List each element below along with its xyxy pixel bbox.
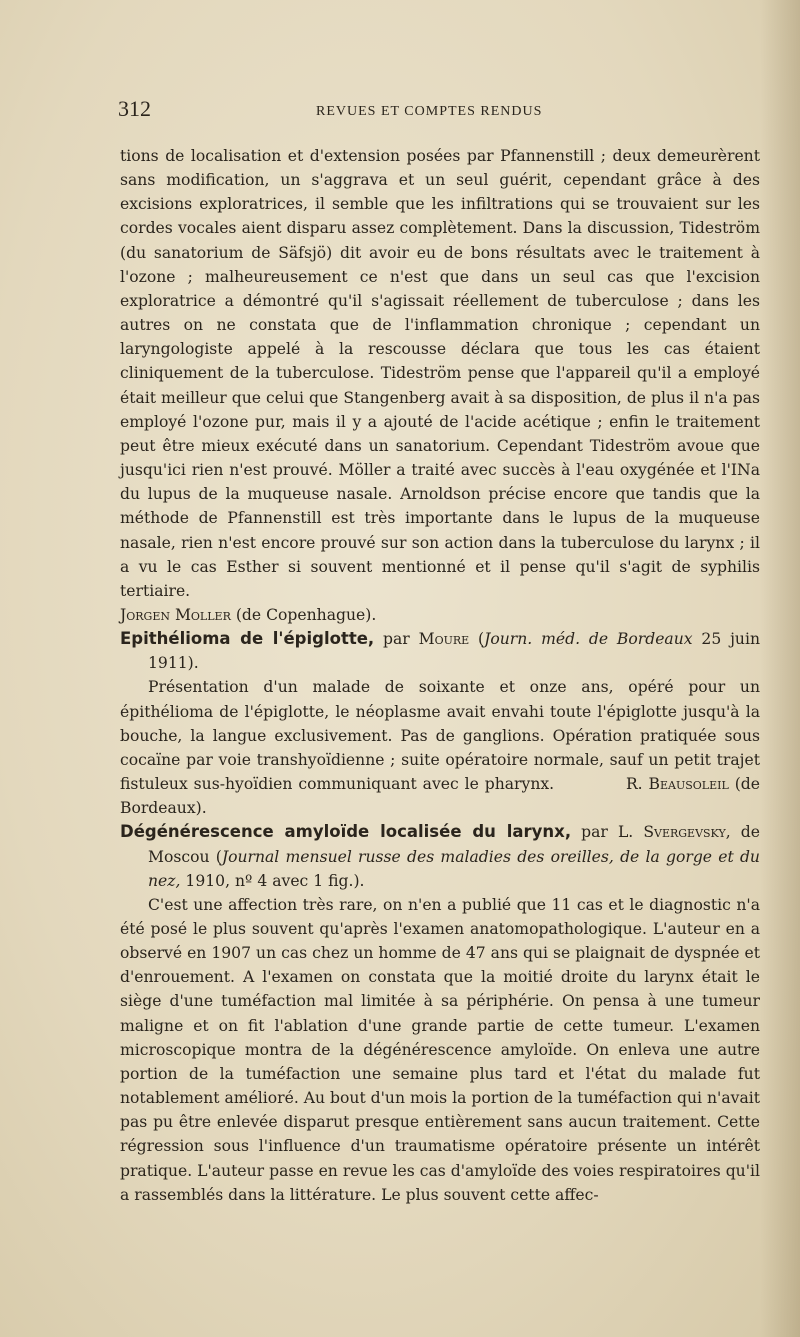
running-head: REVUES ET COMPTES RENDUS bbox=[316, 104, 543, 119]
signature-name: R. Beausoleil bbox=[625, 775, 729, 794]
section1-signature bbox=[120, 603, 760, 627]
signature-name: Jorgen Moller bbox=[120, 605, 231, 624]
signature-place: (de Copenhague). bbox=[235, 605, 377, 624]
section2-heading bbox=[120, 627, 760, 675]
article-body bbox=[120, 144, 760, 1207]
paren: ( bbox=[478, 630, 485, 649]
section2-text: Présentation d'un malade de soixante et onze ans, opéré pour un épithélioma de l'épiglotte, le néoplasme avait envahi toute l'épiglotte jusqu'à la bouche, la langue exclusivement. Pas de ganglions. Opération pratiquée sous cocaïne par voie transhyoïdienne ; suite opératoire normale, sauf un petit trajet fistuleux sus-hyoïdien communiquant avec le pharynx. bbox=[120, 678, 760, 794]
section3-heading bbox=[120, 820, 760, 892]
article-date: 25 juin 1911). bbox=[148, 630, 761, 673]
article-source: Journal mensuel russe des maladies des oreilles, de la gorge et du nez, bbox=[148, 847, 760, 890]
page-edge-shadow bbox=[760, 0, 800, 1337]
article-details: 1910, nº 4 avec 1 fig.). bbox=[180, 871, 365, 890]
article-author: L. Svergevsky bbox=[617, 823, 726, 842]
signature-place: (de Bordeaux). bbox=[120, 775, 760, 818]
page-header bbox=[118, 96, 758, 126]
by-word: par bbox=[383, 630, 410, 649]
section3-paragraph: C'est une affection très rare, on n'en a publié que 11 cas et le diagnostic n'a été posé le plus souvent qu'après l'examen anatomopathologique. L'auteur en a observé en 1907 un cas chez un homme de 47 ans qui se plaignait de dyspnée et d'enrouement. A l'examen on constata que la moitié droite du larynx était le siège d'une tuméfaction mal limitée à sa périphérie. On pensa à une tumeur maligne et on fit l'ablation d'une grande partie de cette tumeur. L'examen microscopique montra de la dégénérescence amyloïde. On enleva une autre portion de la tuméfaction une semaine plus tard et l'état du malade fut notablement amélioré. Au bout d'un mois la portion de la tuméfaction qui n'avait pas pu être enlevée disparut presque entièrement sans aucun traitement. Cette régression sous l'influence d'un traumatisme opératoire présente un intérêt pratique. L'auteur passe en revue les cas d'amyloïde des voies respiratoires qu'il a rassemblés dans la littérature. Le plus souvent cette affec- bbox=[120, 895, 760, 1204]
article-title: Dégénérescence amyloïde localisée du larynx, bbox=[120, 822, 572, 842]
page-number: 312 bbox=[118, 96, 151, 121]
author-suffix: , de Moscou ( bbox=[148, 823, 760, 866]
section1-paragraph: tions de localisation et d'extension posées par Pfannenstill ; deux demeurèrent sans modification, un s'aggrava et un seul guérit, cependant grâce à des excisions exploratrices, il semble que les infiltrations qui se trouvaient sur les cordes vocales aient disparu assez complètement. Dans la discussion, Tideström (du sanatorium de Säfsjö) dit avoir eu de bons résultats avec le traitement à l'ozone ; malheureusement ce n'est que dans un seul cas que l'excision exploratrice a démontré qu'il s'agissait réellement de tuberculose ; dans les autres on ne constata que de l'inflammation chronique ; cependant un laryngologiste appelé à la rescousse déclara que tous les cas étaient cliniquement de la tuberculose. Tideström pense que l'appareil qu'il a employé était meilleur que celui que Stangenberg avait à sa disposition, de plus il n'a pas employé l'ozone pur, mais il y a ajouté de l'acide acétique ; enfin le traitement peut être mieux exécuté dans un sanatorium. Cependant Tideström avoue que jusqu'ici rien n'est prouvé. Möller a traité avec succès à l'eau oxygénée et l'INa du lupus de la muqueuse nasale. Arnoldson précise encore que tandis que la méthode de Pfannenstill est très importante dans le lupus de la muqueuse nasale, rien n'est encore prouvé sur son action dans la tuberculose du larynx ; il a vu le cas Esther si souvent mentionné et il pense qu'il s'agit de syphilis tertiaire. bbox=[120, 147, 760, 600]
section2-paragraph bbox=[120, 675, 760, 820]
article-source: Journ. méd. de Bordeaux bbox=[484, 630, 693, 649]
article-author: Moure bbox=[418, 630, 470, 649]
by-word: par bbox=[581, 823, 608, 842]
article-title: Epithélioma de l'épiglotte, bbox=[120, 629, 375, 649]
